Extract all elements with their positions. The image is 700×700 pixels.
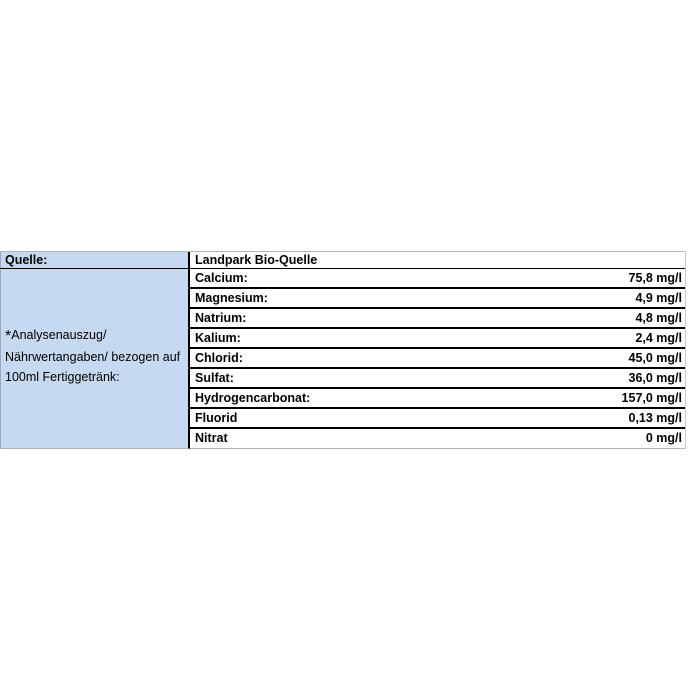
mineral-name: Calcium: bbox=[195, 271, 248, 285]
mineral-name: Natrium: bbox=[195, 311, 247, 325]
mineral-row-kalium bbox=[190, 329, 686, 349]
mineral-value: 36,0 mg/l bbox=[628, 371, 682, 385]
mineral-name: Chlorid: bbox=[195, 351, 243, 365]
mineral-value: 45,0 mg/l bbox=[628, 351, 682, 365]
mineral-row-natrium bbox=[190, 309, 686, 329]
mineral-row-sulfat bbox=[190, 369, 686, 389]
source-value: Landpark Bio-Quelle bbox=[190, 252, 686, 268]
source-label: Quelle: bbox=[0, 252, 190, 268]
mineral-name: Sulfat: bbox=[195, 371, 234, 385]
mineral-row-magnesium bbox=[190, 289, 686, 309]
source-row bbox=[0, 251, 686, 269]
mineral-name: Magnesium: bbox=[195, 291, 268, 305]
mineral-row-nitrat bbox=[190, 429, 686, 449]
mineral-value: 75,8 mg/l bbox=[628, 271, 682, 285]
mineral-row-calcium bbox=[190, 269, 686, 289]
asterisk-marker: * bbox=[5, 328, 12, 345]
mineral-value: 2,4 mg/l bbox=[635, 331, 682, 345]
mineral-row-chlorid bbox=[190, 349, 686, 369]
analysis-note-cell bbox=[0, 269, 190, 449]
mineral-value: 157,0 mg/l bbox=[621, 391, 682, 405]
mineral-name: Fluorid bbox=[195, 411, 238, 425]
mineral-name: Kalium: bbox=[195, 331, 241, 345]
mineral-name: Hydrogencarbonat: bbox=[195, 391, 311, 405]
mineral-value: 0 mg/l bbox=[645, 431, 682, 445]
mineral-analysis-table bbox=[0, 251, 686, 449]
mineral-value: 0,13 mg/l bbox=[628, 411, 682, 425]
mineral-row-hydrogencarbonat bbox=[190, 389, 686, 409]
analysis-note-text: Analysenauszug/ Nährwertangaben/ bezogen auf 100ml Fertiggetränk: bbox=[5, 328, 181, 384]
table-right-border bbox=[685, 251, 686, 449]
mineral-rows bbox=[190, 269, 686, 449]
mineral-name: Nitrat bbox=[195, 431, 228, 445]
mineral-value: 4,9 mg/l bbox=[635, 291, 682, 305]
mineral-row-fluorid bbox=[190, 409, 686, 429]
mineral-value: 4,8 mg/l bbox=[635, 311, 682, 325]
